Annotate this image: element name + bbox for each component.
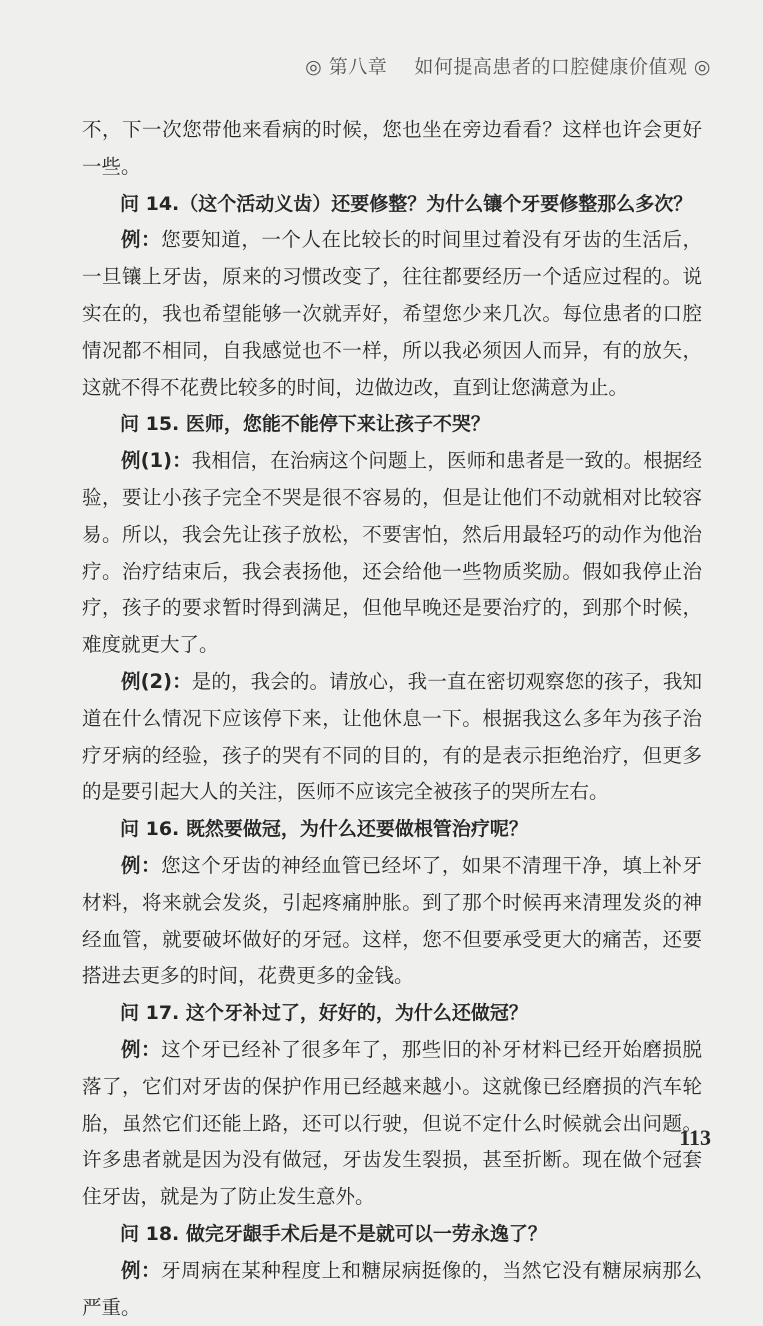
answer-text: 这个牙已经补了很多年了，那些旧的补牙材料已经开始磨损脱落了，它们对牙齿的保护作用已经越来越小。这就像已经磨损的汽车轮胎，虽然它们还能上路，还可以行驶，但说不定什么时候就会出问题。许多患者就是因为没有做冠，牙齿发生裂损，甚至折断。现在做个冠套住牙齿，就是为了防止发生意外。 <box>82 1037 702 1209</box>
header-left-symbol: ◎ <box>305 56 323 78</box>
answer-17 <box>82 1032 702 1216</box>
answer-label: 例： <box>121 1258 162 1282</box>
question-16: 问 16. 既然要做冠，为什么还要做根管治疗呢？ <box>120 818 528 841</box>
answer-15-2 <box>82 664 702 811</box>
answer-label: 例(1)： <box>121 449 192 473</box>
answer-label: 例： <box>121 853 162 877</box>
header-title: 如何提高患者的口腔健康价值观 <box>414 56 688 78</box>
paragraph-continuation: 不，下一次您带他来看病的时候，您也坐在旁边看看？这样也许会更好一些。 <box>82 118 702 178</box>
answer-text: 您这个牙齿的神经血管已经坏了，如果不清理干净，填上补牙材料，将来就会发炎，引起疼痛肿胀。到了那个时候再来清理发炎的神经血管，就要破坏做好的牙冠。这样，您不但要承受更大的痛苦，还要搭进去更多的时间，花费更多的金钱。 <box>82 853 702 988</box>
answer-text: 我相信，在治病这个问题上，医师和患者是一致的。根据经验，要让小孩子完全不哭是很不容易的，但是让他们不动就相对比较容易。所以，我会先让孩子放松，不要害怕，然后用最轻巧的动作为他治疗。治疗结束后，我会表扬他，还会给他一些物质奖励。假如我停止治疗，孩子的要求暂时得到满足，但他早晚还是要治疗的，到那个时候，难度就更大了。 <box>82 449 702 657</box>
answer-text: 牙周病在某种程度上和糖尿病挺像的，当然它没有糖尿病那么严重。 <box>82 1258 702 1319</box>
header-chapter: 第八章 <box>328 56 388 78</box>
answer-label: 例： <box>121 1037 162 1061</box>
answer-15-1 <box>82 443 702 664</box>
running-header <box>305 52 711 79</box>
header-right-symbol: ◎ <box>693 56 711 78</box>
answer-text: 您要知道，一个人在比较长的时间里过着没有牙齿的生活后，一旦镶上牙齿，原来的习惯改变了，往往都要经历一个适应过程的。说实在的，我也希望能够一次就弄好，希望您少来几次。每位患者的口腔情况都不相同，自我感觉也不一样，所以我必须因人而异，有的放矢，这就不得不花费比较多的时间，边做边改，直到让您满意为止。 <box>82 228 702 399</box>
answer-label: 例： <box>121 228 162 252</box>
answer-text: 是的，我会的。请放心，我一直在密切观察您的孩子，我知道在什么情况下应该停下来，让他休息一下。根据我这么多年为孩子治疗牙病的经验，孩子的哭有不同的目的，有的是表示拒绝治疗，但更多的是要引起大人的关注，医师不应该完全被孩子的哭所左右。 <box>82 669 702 804</box>
question-17: 问 17. 这个牙补过了，好好的，为什么还做冠？ <box>120 1002 528 1025</box>
answer-18 <box>82 1253 702 1326</box>
answer-16 <box>82 848 702 995</box>
question-18: 问 18. 做完牙龈手术后是不是就可以一劳永逸了？ <box>120 1222 547 1245</box>
body-text <box>82 112 702 1326</box>
answer-14 <box>82 222 702 406</box>
question-14: 问 14.（这个活动义齿）还要修整？为什么镶个牙要修整那么多次？ <box>120 192 693 215</box>
answer-label: 例(2)： <box>121 669 192 693</box>
question-15: 问 15. 医师，您能不能停下来让孩子不哭？ <box>120 413 490 436</box>
page-number: 113 <box>679 1125 711 1150</box>
